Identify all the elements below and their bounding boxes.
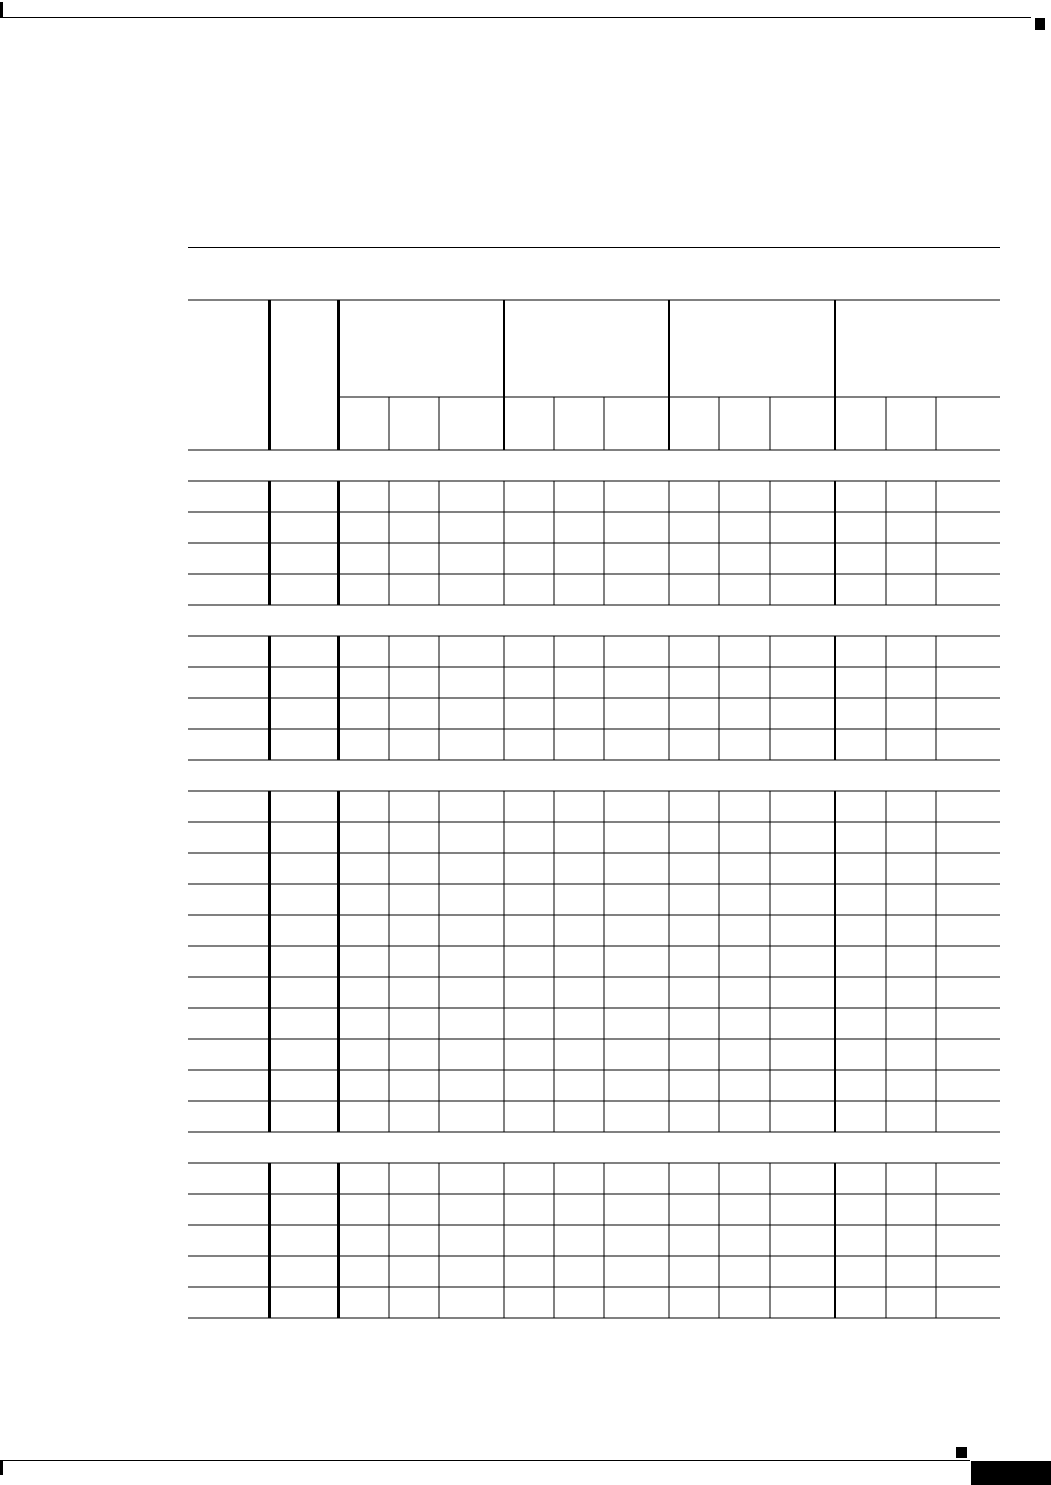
- footer-rule: [0, 1460, 970, 1461]
- footer-page-tab: [971, 1461, 1051, 1485]
- footer-left-tick: [0, 1460, 3, 1475]
- footer-right-mark: [956, 1447, 967, 1458]
